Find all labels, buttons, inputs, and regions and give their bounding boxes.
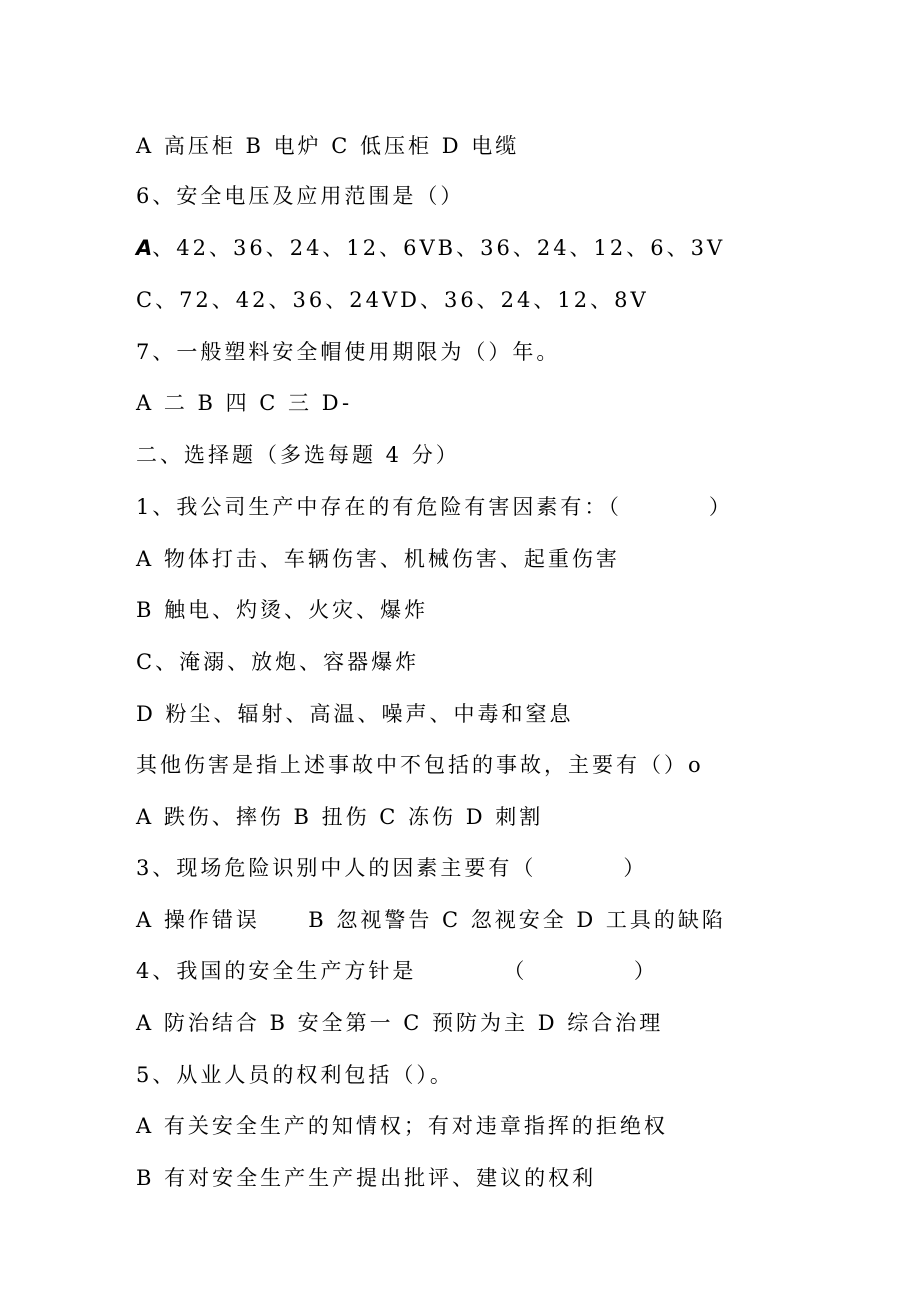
- line-m3-question: 3、现场危险识别中人的因素主要有（ ）: [136, 856, 648, 880]
- line-m3-options: A 操作错误 B 忽视警告 C 忽视安全 D 工具的缺陷: [136, 908, 726, 932]
- line-q7-options: A 二 B 四 C 三 D-: [136, 391, 353, 415]
- line-m5-option-b: B 有对安全生产生产提出批评、建议的权利: [136, 1166, 597, 1190]
- line-q6-question: 6、安全电压及应用范围是（）: [136, 184, 465, 208]
- line-m5-option-a: A 有关安全生产的知情权；有对违章指挥的拒绝权: [136, 1114, 668, 1138]
- line-m4-options: A 防治结合 B 安全第一 C 预防为主 D 综合治理: [136, 1011, 664, 1035]
- option-ab-text: 、42、36、24、12、6VB、36、24、12、6、3V: [152, 236, 726, 260]
- line-m1-question: 1、我公司生产中存在的有危险有害因素有：（ ）: [136, 495, 733, 519]
- line-m2-options: A 跌伤、摔伤 B 扭伤 C 冻伤 D 刺割: [136, 805, 544, 829]
- line-q6-options-ab: [136, 233, 725, 263]
- line-m5-question: 5、从业人员的权利包括（）。: [136, 1063, 454, 1087]
- line-q7-question: 7、一般塑料安全帽使用期限为（）年。: [136, 340, 561, 364]
- line-m1-option-c: C、淹溺、放炮、容器爆炸: [136, 650, 420, 674]
- line-m1-option-a: A 物体打击、车辆伤害、机械伤害、起重伤害: [136, 547, 620, 571]
- line-m4-question: 4、我国的安全生产方针是 （ ）: [136, 959, 658, 983]
- line-m2-question: 其他伤害是指上述事故中不包括的事故，主要有（）o: [136, 753, 704, 777]
- line-q6-options-cd: C、72、42、36、24VD、36、24、12、8V: [136, 288, 649, 312]
- section-heading-multiple-choice: 二、选择题（多选每题 4 分）: [136, 443, 460, 467]
- option-a-marker: A: [136, 236, 153, 260]
- line-m1-option-d: D 粉尘、辐射、高温、噪声、中毒和窒息: [136, 702, 574, 726]
- line-m1-option-b: B 触电、灼烫、火灾、爆炸: [136, 598, 429, 622]
- line-q5-options: A 高压柜 B 电炉 C 低压柜 D 电缆: [136, 134, 520, 158]
